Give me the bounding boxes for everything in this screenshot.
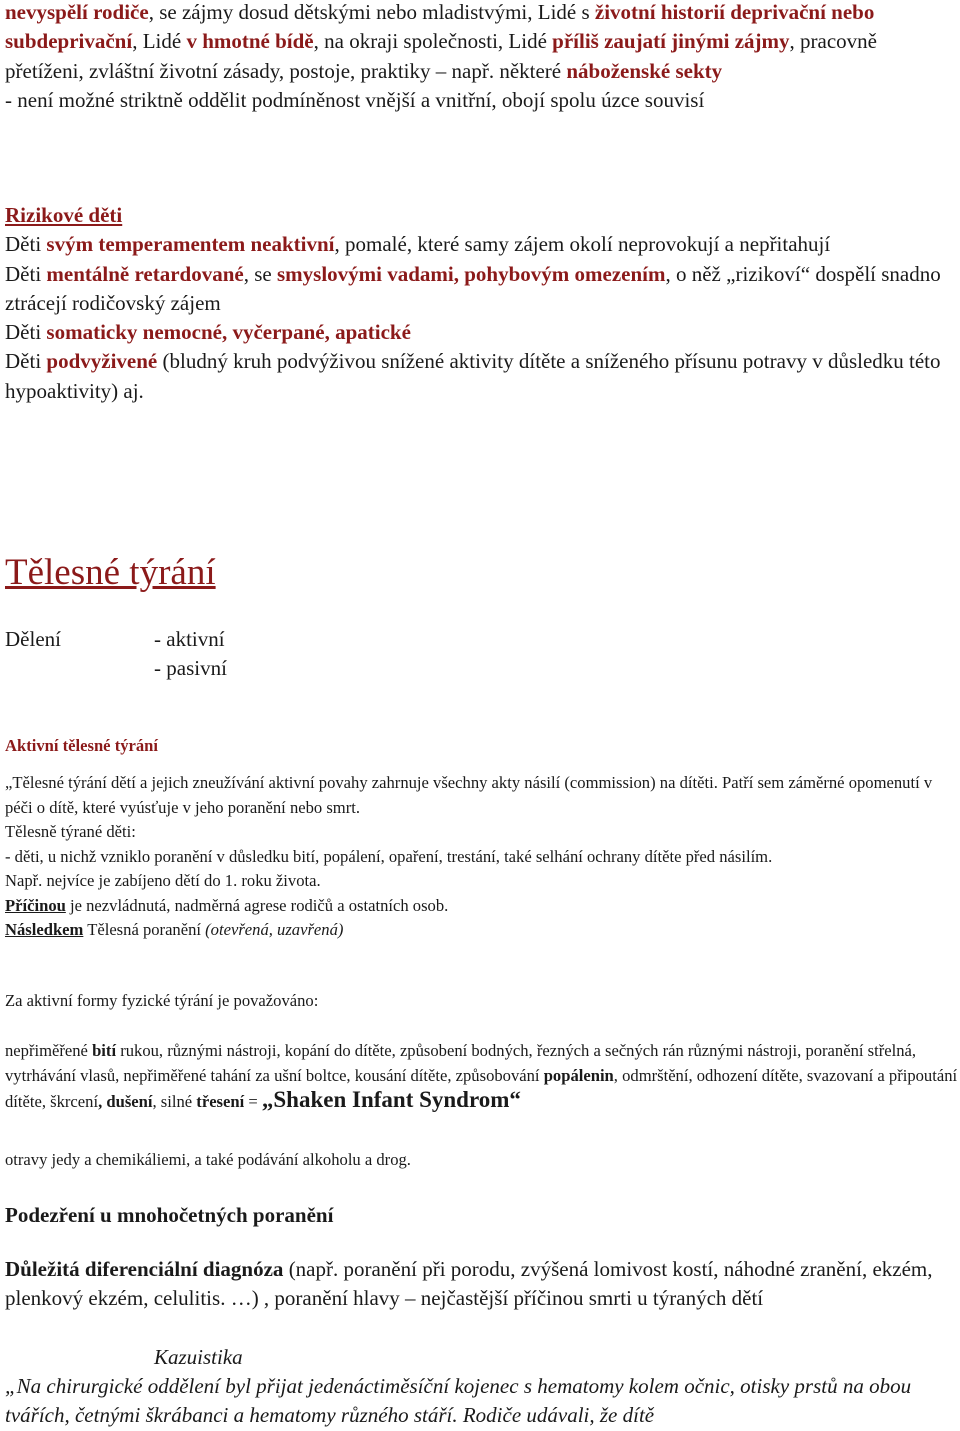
risk-line-4: Děti podvyživené (bludný kruh podvýživou snížené aktivity dítěte a sníženého přísunu potravy v důsledku této hypoaktivity) aj.	[5, 349, 941, 403]
forms-list: nepřiměřené bití rukou, různými nástroji, kopání do dítěte, způsobení bodných, řezných a sečných rán různými nástroji, poranění střelná, vytrhávání vlasů, nepřiměřené tahání za ušní boltce, kousání dítěte, způsobování popálenin, odmrštění, odhození dítěte, svazovaní a připoutání dítěte, škrcení, dušení, silné třesení = „Shaken Infant Syndrom“	[5, 1041, 958, 1112]
case-label: Kazuistika	[154, 1345, 243, 1369]
risk-line-2: Děti mentálně retardované, se smyslovými vadami, pohybovým omezením, o něž „rizikoví“ dospělí snadno ztrácejí rodičovský zájem	[5, 261, 941, 315]
intro-immature-parents: nevyspělí rodiče	[5, 0, 149, 24]
active-heading: Aktivní tělesné týrání	[5, 736, 159, 755]
risk-children-section	[5, 201, 958, 406]
risk-line-1: Děti svým temperamentem neaktivní, pomalé, které samy zájem okolí neprovokují a nepřitahují	[5, 232, 831, 257]
intro-note: - není možné striktně oddělit podmíněnost vnější a vnitřní, obojí spolu úzce souvisí	[5, 87, 705, 112]
shaken-infant-syndrom: „Shaken Infant Syndrom“	[261, 1087, 521, 1112]
forms-intro: Za aktivní formy fyzické týrání je považováno:	[5, 991, 319, 1010]
active-abuse-section	[5, 734, 958, 759]
abused-desc: - děti, u nichž vzniklo poranění v důsledku bití, popálení, opaření, trestání, také selhání ochrany dítěte před násilím.	[5, 846, 773, 866]
risk-line-3: Děti somaticky nemocné, vyčerpané, apatické	[5, 320, 411, 345]
case-text: „Na chirurgické oddělení byl přijat jedenáctiměsíční kojenec s hematomy kolem očnic, otisky prstů na obou tvářích, četnými škrábanci a hematomy různého stáří. Rodiče udávali, že dítě	[5, 1374, 912, 1428]
effect-line: Následkem Tělesná poranění (otevřená, uzavřená)	[5, 920, 344, 939]
division-label: Dělení	[5, 627, 61, 651]
differential-diagnosis: Důležitá diferenciální diagnóza (např. poranění při porodu, zvýšená lomivost kostí, náhodné zranění, ekzém, plenkový ekzém, celulitis. …) , poranění hlavy – nejčastější příčinou smrti u týraných dětí	[5, 1257, 933, 1311]
abused-label: Tělesně týrané děti:	[5, 822, 136, 841]
division-item-active: - aktivní	[154, 627, 225, 651]
suspicion-heading: Podezření u mnohočetných poranění	[5, 1203, 334, 1227]
cause-line: Příčinou je nezvládnutá, nadměrná agrese rodičů a ostatních osob.	[5, 895, 449, 915]
section-title: Tělesné týrání	[5, 552, 216, 593]
abuse-example: Např. nejvíce je zabíjeno dětí do 1. roku života.	[5, 871, 321, 890]
division-item-passive: - pasivní	[154, 656, 227, 681]
division-list	[5, 625, 958, 684]
intro-paragraph: nevyspělí rodiče, se zájmy dosud dětskými nebo mladistvými, Lidé s životní historií deprivační nebo subdeprivační, Lidé v hmotné bídě, na okraji společnosti, Lidé příliš zaujatí jinými zájmy, pracovně přetíženi, zvláštní životní zásady, postoje, praktiky – např. některé náboženské sekty - není možné striktně oddělit podmíněnost vnější a vnitřní, obojí spolu úzce souvisí	[5, 0, 878, 112]
risk-heading: Rizikové děti	[5, 203, 123, 227]
poison-line: otravy jedy a chemikáliemi, a také podávání alkoholu a drog.	[5, 1150, 411, 1169]
active-body	[5, 771, 958, 943]
active-quote: „Tělesné týrání dětí a jejich zneužívání aktivní povahy zahrnuje všechny akty násilí (commission) na dítěti. Patří sem záměrné opomenutí v péči o dítě, které vyúsťuje v jeho poranění nebo smrt.	[5, 773, 933, 817]
